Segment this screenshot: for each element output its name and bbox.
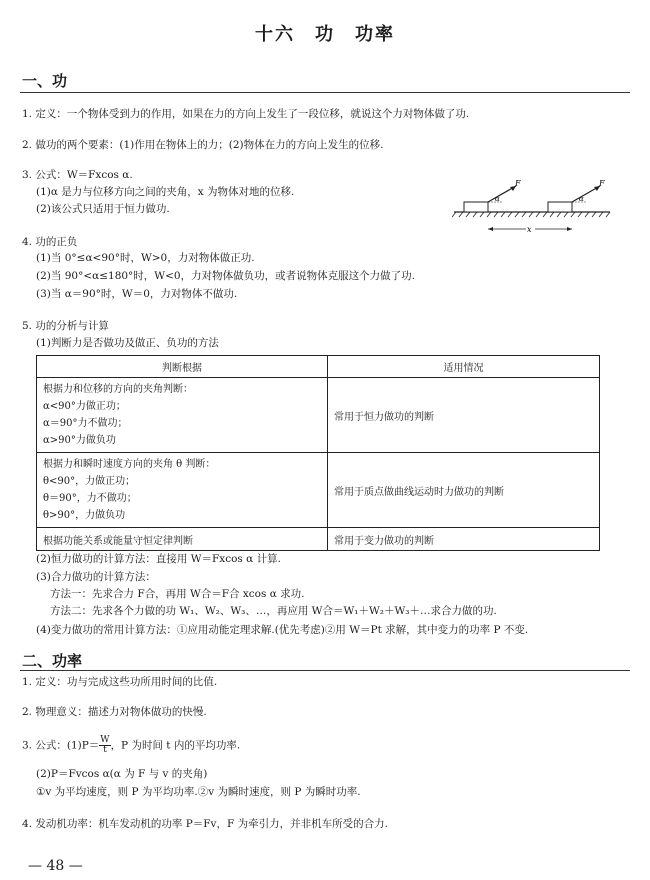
table-cell-text: α<90°力做正功； xyxy=(43,401,126,412)
power-definition: 1. 定义：功与完成这些功所用时间的比值. xyxy=(22,676,218,688)
section-heading-power: 二、功率 xyxy=(22,652,83,670)
page-number: — 48 — xyxy=(28,858,83,874)
work-analysis-heading: 5. 功的分析与计算 xyxy=(22,320,109,332)
power-formula-average xyxy=(22,736,240,755)
work-formula-note-1: (1)α 是力与位移方向之间的夹角，x 为物体对地的位移. xyxy=(36,186,295,198)
work-judgement-table xyxy=(36,355,600,551)
table-cell-text: θ＝90°，力不做功； xyxy=(43,493,137,504)
fraction-denominator: t xyxy=(103,745,107,755)
table-cell-text: 根据力和位移的方向的夹角判断： xyxy=(43,384,193,395)
work-two-factors: 2. 做功的两个要素：(1)作用在物体上的力；(2)物体在力的方向上发生的位移. xyxy=(22,139,384,151)
table-cell-text: 根据力和瞬时速度方向的夹角 θ 判断： xyxy=(43,459,216,470)
table-cell-text: 根据功能关系或能量守恒定律判断 xyxy=(37,528,328,551)
table-row xyxy=(37,378,600,453)
table-cell-text: α＝90°力不做功； xyxy=(43,418,128,429)
table-cell-text: 常用于恒力做功的判断 xyxy=(328,378,600,453)
block-displacement-diagram xyxy=(452,180,612,240)
section-heading-work: 一、功 xyxy=(22,72,68,90)
angle-label-1: α xyxy=(495,195,500,203)
engine-power: 4. 发动机功率：机车发动机的功率 P＝Fv，F 为牵引力，并非机车所受的合力. xyxy=(22,818,388,830)
block-start xyxy=(464,202,488,212)
force-label-1: F xyxy=(515,180,521,188)
table-header-row xyxy=(37,356,600,378)
table-row xyxy=(37,528,600,551)
net-force-method-1: 方法一：先求合力 F合，再用 W合＝F合 xcos α 求功. xyxy=(50,588,305,600)
section-divider xyxy=(20,92,630,93)
power-formula-suffix: ，P 为时间 t 内的平均功率. xyxy=(110,739,241,752)
power-formula-prefix: 3. 公式：(1)P＝ xyxy=(22,739,100,752)
table-row xyxy=(37,453,600,528)
constant-force-work: (2)恒力做功的计算方法：直接用 W＝Fxcos α 计算. xyxy=(36,553,281,565)
table-cell-text: 常用于变力做功的判断 xyxy=(328,528,600,551)
work-sign-zero: (3)当 α＝90°时，W＝0，力对物体不做功. xyxy=(36,288,238,300)
power-meaning: 2. 物理意义：描述力对物体做功的快慢. xyxy=(22,706,207,718)
variable-force-work: (4)变力做功的常用计算方法：①应用动能定理求解.(优先考虑)②用 W＝Pt 求解，其中变力的功率 P 不变. xyxy=(36,624,529,636)
page-title: 十六 功 功率 xyxy=(255,24,395,45)
power-average-instant: ①v 为平均速度，则 P 为平均功率.②v 为瞬时速度，则 P 为瞬时功率. xyxy=(36,786,361,798)
work-sign-negative: (2)当 90°<α≤180°时，W<0，力对物体做负功，或者说物体克服这个力做了功. xyxy=(36,270,415,282)
table-header: 判断根据 xyxy=(37,356,328,378)
table-cell-text: θ>90°，力做负功 xyxy=(43,510,126,521)
fraction-numerator: W xyxy=(100,735,110,745)
work-formula: 3. 公式：W＝Fxcos α. xyxy=(22,169,133,181)
table-cell-text: 常用于质点做曲线运动时力做功的判断 xyxy=(328,453,600,528)
force-label-2: F xyxy=(599,180,605,188)
power-formula-general: (2)P＝Fvcos α(α 为 F 与 v 的夹角) xyxy=(36,768,208,780)
table-cell-text: θ<90°，力做正功； xyxy=(43,476,136,487)
angle-label-2: α xyxy=(579,195,584,203)
ground-hatching xyxy=(452,212,610,217)
table-header: 适用情况 xyxy=(328,356,600,378)
table-cell-text: α>90°力做负功 xyxy=(43,435,116,446)
displacement-label: x xyxy=(527,225,532,234)
block-end xyxy=(548,202,572,212)
work-formula-note-2: (2)该公式只适用于恒力做功. xyxy=(36,203,170,215)
work-sign-heading: 4. 功的正负 xyxy=(22,236,78,248)
section-divider xyxy=(20,670,630,671)
power-fraction xyxy=(99,736,110,755)
work-sign-positive: (1)当 0°≤α<90°时，W>0，力对物体做正功. xyxy=(36,252,255,264)
work-judgement-method: (1)判断力是否做功及做正、负功的方法 xyxy=(36,337,219,349)
net-force-work-heading: (3)合力做功的计算方法： xyxy=(36,571,156,583)
net-force-method-2: 方法二：先求各个力做的功 W₁、W₂、W₃、…，再应用 W合＝W₁＋W₂＋W₃＋…求合力做的功. xyxy=(50,605,497,617)
work-definition: 1. 定义：一个物体受到力的作用，如果在力的方向上发生了一段位移，就说这个力对物体做了功. xyxy=(22,108,470,120)
